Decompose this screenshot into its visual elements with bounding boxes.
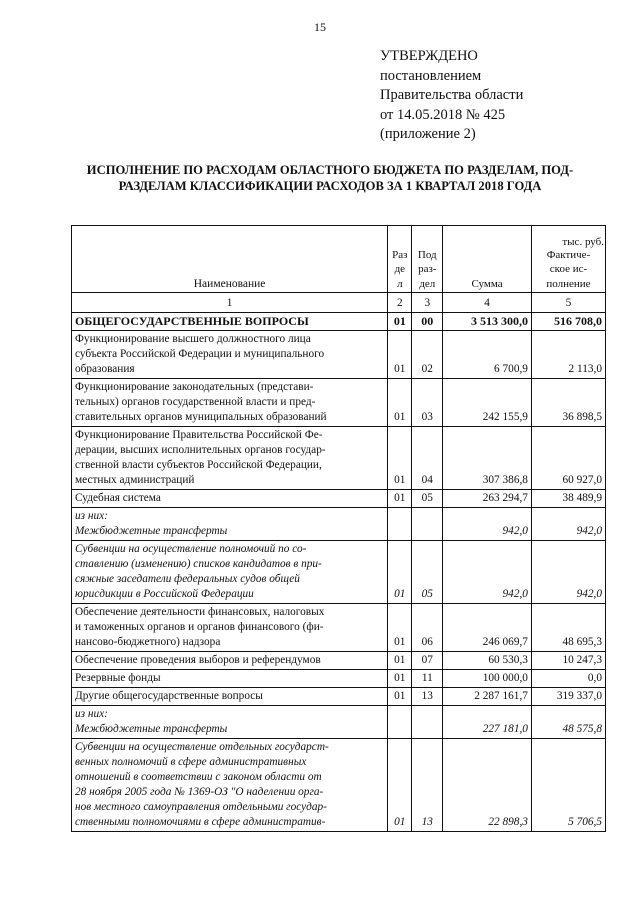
header-podrazdel: Под раз- дел (412, 226, 443, 293)
header-name: Наименование (72, 226, 388, 293)
table-row (72, 652, 606, 670)
row-fact: 38 489,9 (531, 490, 605, 508)
row-fact: 5 706,5 (531, 739, 605, 832)
approval-line: УТВЕРЖДЕНО (380, 48, 478, 64)
row-podrazdel: 11 (412, 670, 443, 688)
row-name-line: и таможенных органов и органов финансового (фи- (75, 621, 324, 633)
row-sum: 6 700,9 (443, 331, 532, 379)
table-row (72, 739, 606, 832)
row-podrazdel (412, 508, 443, 541)
row-name-line: нов местного самоуправления отдельными государ- (75, 801, 327, 813)
row-podrazdel: 06 (412, 604, 443, 652)
row-name-line: ственной власти субъектов Российской Федерации, (75, 459, 322, 471)
row-podrazdel: 05 (412, 541, 443, 604)
row-sum: 2 287 161,7 (443, 688, 532, 706)
table-row (72, 706, 606, 739)
row-sum: 263 294,7 (443, 490, 532, 508)
row-sum: 942,0 (443, 541, 532, 604)
row-razdel: 01 (388, 739, 412, 832)
table-row (72, 541, 606, 604)
row-podrazdel: 13 (412, 739, 443, 832)
row-name-line: ственными полномочиями в сфере административ- (75, 816, 326, 828)
row-name-line: сяжные заседатели федеральных судов общей (75, 573, 300, 585)
row-name (72, 688, 388, 706)
row-name-line: Функционирование законодательных (представи- (75, 381, 314, 393)
row-razdel: 01 (388, 427, 412, 490)
column-number-row (72, 293, 606, 313)
row-sum: 22 898,3 (443, 739, 532, 832)
table-row (72, 604, 606, 652)
row-name-line: Функционирование Правительства Российской Фе- (75, 429, 323, 441)
row-razdel: 01 (388, 313, 412, 331)
approval-line: постановлением (380, 67, 482, 84)
row-sum: 100 000,0 (443, 670, 532, 688)
row-name (72, 706, 388, 739)
row-name-line: Функционирование высшего должностного лица (75, 333, 311, 345)
title-line: ИСПОЛНЕНИЕ ПО РАСХОДАМ ОБЛАСТНОГО БЮДЖЕТА ПО РАЗДЕЛАМ, ПОД- (86, 163, 574, 177)
header-fact: Фактиче- ское ис- полнение (531, 226, 605, 293)
row-fact: 36 898,5 (531, 379, 605, 427)
row-fact: 0,0 (531, 670, 605, 688)
row-name (72, 331, 388, 379)
table-row (72, 688, 606, 706)
column-number: 3 (412, 293, 443, 313)
row-name (72, 313, 388, 331)
row-name-line: образования (75, 363, 135, 375)
row-razdel (388, 706, 412, 739)
row-razdel: 01 (388, 688, 412, 706)
table-row (72, 670, 606, 688)
row-name-line: Обеспечение проведения выборов и референдумов (75, 654, 321, 666)
row-razdel: 01 (388, 541, 412, 604)
column-number: 1 (72, 293, 388, 313)
row-name (72, 427, 388, 490)
row-name-line: Резервные фонды (75, 672, 161, 684)
row-fact: 60 927,0 (531, 427, 605, 490)
row-razdel: 01 (388, 652, 412, 670)
row-fact: 516 708,0 (531, 313, 605, 331)
row-name-line: Другие общегосударственные вопросы (75, 690, 263, 702)
row-name-line: местных администраций (75, 474, 195, 486)
table-header-row (72, 226, 606, 293)
row-name-line: субъекта Российской Федерации и муниципального (75, 348, 325, 360)
row-name-line: Межбюджетные трансферты (75, 525, 228, 537)
table-row (72, 508, 606, 541)
row-name-line: отношений в соответствии с законом области от (75, 771, 322, 783)
row-name-line: Межбюджетные трансферты (75, 723, 228, 735)
row-podrazdel: 00 (412, 313, 443, 331)
row-name-line: ставительных органов муниципальных образований (75, 411, 327, 423)
row-podrazdel: 05 (412, 490, 443, 508)
table-row (72, 331, 606, 379)
row-razdel: 01 (388, 670, 412, 688)
row-podrazdel: 13 (412, 688, 443, 706)
row-name-line: венных полномочий в сфере административных (75, 756, 307, 768)
row-sum: 60 530,3 (443, 652, 532, 670)
row-name-line: Субвенции на осуществление полномочий по со- (75, 543, 307, 555)
row-razdel: 01 (388, 490, 412, 508)
row-name (72, 541, 388, 604)
row-name (72, 670, 388, 688)
row-name-line: 28 ноября 2005 года № 1369-ОЗ "О наделении орга- (75, 786, 324, 798)
row-podrazdel (412, 706, 443, 739)
approval-line: от 14.05.2018 № 425 (380, 106, 506, 123)
units-label: тыс. руб. (562, 236, 604, 248)
row-fact: 48 695,3 (531, 604, 605, 652)
title-line: РАЗДЕЛАМ КЛАССИФИКАЦИИ РАСХОДОВ ЗА 1 КВАРТАЛ 2018 ГОДА (118, 179, 542, 193)
row-name (72, 652, 388, 670)
row-name (72, 379, 388, 427)
row-name-line: дерации, высших исполнительных органов государ- (75, 444, 326, 456)
approval-line: (приложение 2) (380, 126, 476, 143)
row-name-line: из них: (75, 708, 108, 720)
row-name (72, 508, 388, 541)
row-name (72, 739, 388, 832)
row-razdel (388, 508, 412, 541)
document-title (60, 162, 600, 194)
row-sum: 227 181,0 (443, 706, 532, 739)
row-name-line: тельных) органов государственной власти и пред- (75, 396, 316, 408)
header-razdel: Раз де л (388, 226, 412, 293)
table-row (72, 313, 606, 331)
row-name-line: юрисдикции в Российской Федерации (75, 588, 254, 600)
table-row (72, 379, 606, 427)
row-name-line: Судебная система (75, 492, 161, 504)
row-name (72, 490, 388, 508)
table-row (72, 427, 606, 490)
row-razdel: 01 (388, 604, 412, 652)
row-razdel: 01 (388, 379, 412, 427)
row-fact: 10 247,3 (531, 652, 605, 670)
row-sum: 3 513 300,0 (443, 313, 532, 331)
column-number: 4 (443, 293, 532, 313)
approval-stamp (380, 47, 630, 145)
table-row (72, 490, 606, 508)
budget-table (71, 225, 606, 832)
row-sum: 307 386,8 (443, 427, 532, 490)
row-fact: 48 575,8 (531, 706, 605, 739)
row-name-line: Субвенции на осуществление отдельных государст- (75, 741, 329, 753)
row-name (72, 604, 388, 652)
approval-line: Правительства области (380, 87, 524, 104)
row-sum: 242 155,9 (443, 379, 532, 427)
row-name-line: ставлению (изменению) списков кандидатов в при- (75, 558, 322, 570)
row-razdel: 01 (388, 331, 412, 379)
row-fact: 942,0 (531, 508, 605, 541)
header-sum: Сумма (443, 226, 532, 293)
row-podrazdel: 02 (412, 331, 443, 379)
row-fact: 2 113,0 (531, 331, 605, 379)
row-podrazdel: 04 (412, 427, 443, 490)
column-number: 2 (388, 293, 412, 313)
row-podrazdel: 07 (412, 652, 443, 670)
row-name-line: из них: (75, 510, 108, 522)
row-sum: 246 069,7 (443, 604, 532, 652)
row-name-line: ОБЩЕГОСУДАРСТВЕННЫЕ ВОПРОСЫ (75, 314, 309, 328)
row-podrazdel: 03 (412, 379, 443, 427)
row-name-line: нансово-бюджетного) надзора (75, 636, 221, 648)
column-number: 5 (531, 293, 605, 313)
row-fact: 942,0 (531, 541, 605, 604)
page-number: 15 (314, 20, 326, 34)
row-fact: 319 337,0 (531, 688, 605, 706)
row-name-line: Обеспечение деятельности финансовых, налоговых (75, 606, 325, 618)
row-sum: 942,0 (443, 508, 532, 541)
